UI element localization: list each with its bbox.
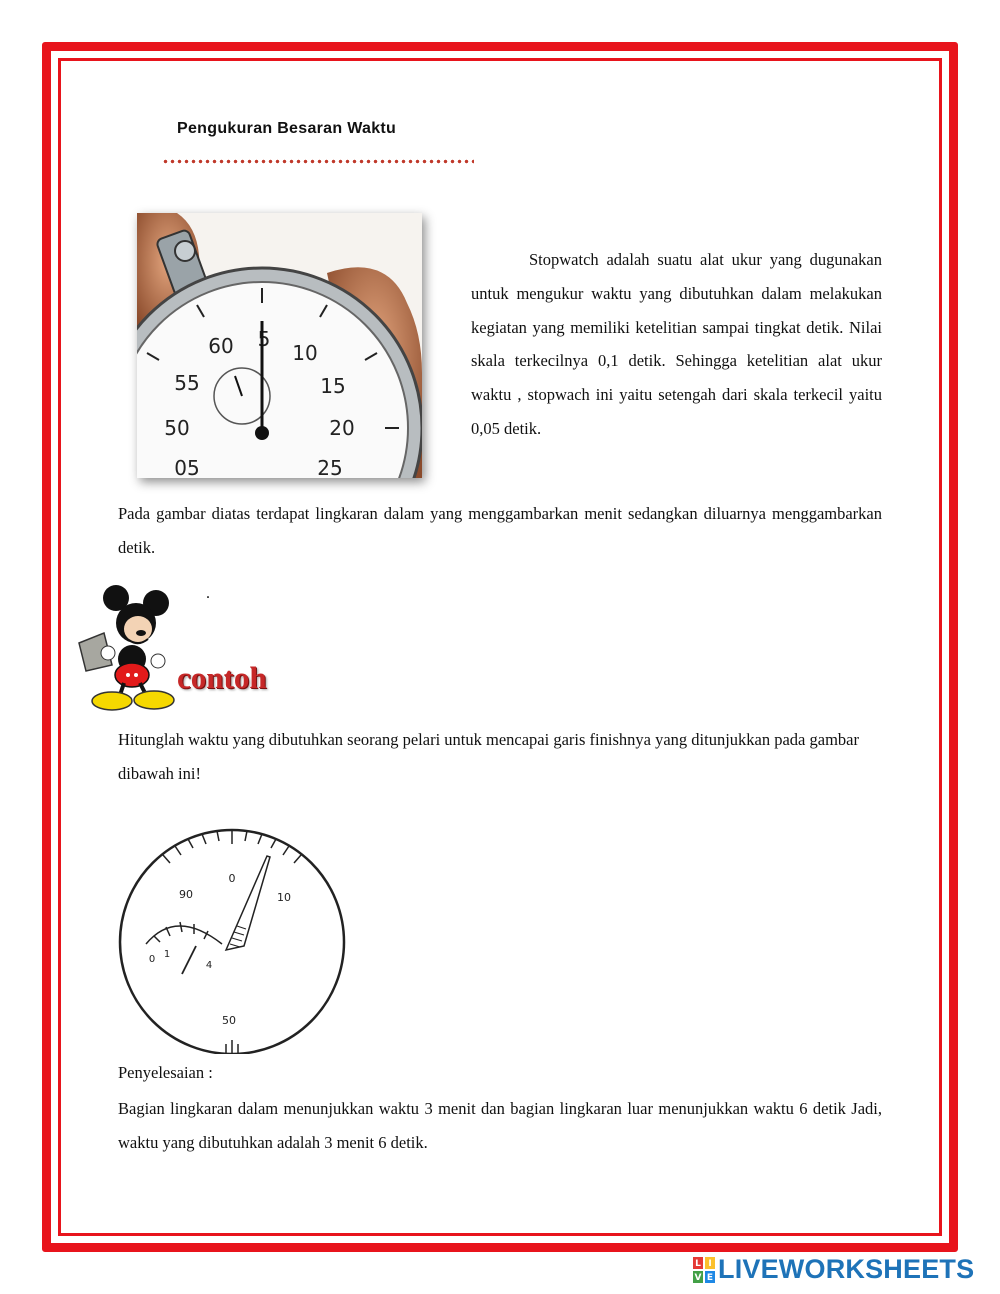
dial-label: 15 [320,374,346,398]
dial-label: 50 [164,416,190,440]
dot-mark: . [206,585,210,602]
description-paragraph: Pada gambar diatas terdapat lingkaran dalam yang menggambarkan menit sedangkan diluarnya menggambarkan detik. [118,504,882,557]
liveworksheets-brand [693,1254,974,1285]
svg-text:E: E [706,1272,714,1283]
page-title: Pengukuran Besaran Waktu [177,120,397,137]
gauge-inner-label: 0 [148,954,156,965]
intro-paragraph: Stopwatch adalah suatu alat ukur yang dugunakan untuk mengukur waktu yang dibutuhkan dalam melakukan kegiatan yang memiliki ketelitian sampai tingkat detik. Nilai skala terkecilnya 0,1 detik. Sehingga ketelitian alat ukur waktu , stopwach ini yaitu setengah dari skala terkecil yaitu 0,05 detik. [471,250,882,438]
mickey-mascot [74,583,184,713]
dial-label: 10 [292,341,318,365]
dial-label: 55 [174,371,200,395]
dial-label: 20 [329,416,355,440]
svg-text:V: V [694,1272,702,1283]
solution-label: Penyelesaian : [118,1063,213,1082]
title-underline-dots [162,159,474,164]
dial-label: 5 [257,327,271,351]
stopwatch-photo [137,213,422,478]
gauge-inner-label: 4 [205,960,213,971]
question-paragraph: Hitunglah waktu yang dibutuhkan seorang pelari untuk mencapai garis finishnya yang ditunjukkan pada gambar dibawah ini! [118,730,859,783]
gauge-outer-label: 90 [179,888,193,901]
svg-text:I: I [708,1258,712,1269]
dial-label: 25 [317,456,343,478]
solution-paragraph: Bagian lingkaran dalam menunjukkan waktu 3 menit dan bagian lingkaran luar menunjukkan waktu 6 detik Jadi, waktu yang dibutuhkan adalah 3 menit 6 detik. [118,1099,882,1152]
svg-text:L: L [695,1258,701,1269]
gauge-outer-label: 50 [222,1014,236,1027]
liveworksheets-logo-icon [693,1257,715,1283]
gauge-inner-label: 1 [163,949,171,960]
example-heading: contoh [177,660,267,695]
stopwatch-gauge-diagram [116,826,348,1054]
dial-label: 60 [208,334,234,358]
gauge-outer-label: 10 [277,891,291,904]
brand-name: LIVEWORKSHEETS [718,1254,975,1284]
gauge-outer-label: 0 [228,872,236,885]
dial-label: 05 [174,456,200,478]
